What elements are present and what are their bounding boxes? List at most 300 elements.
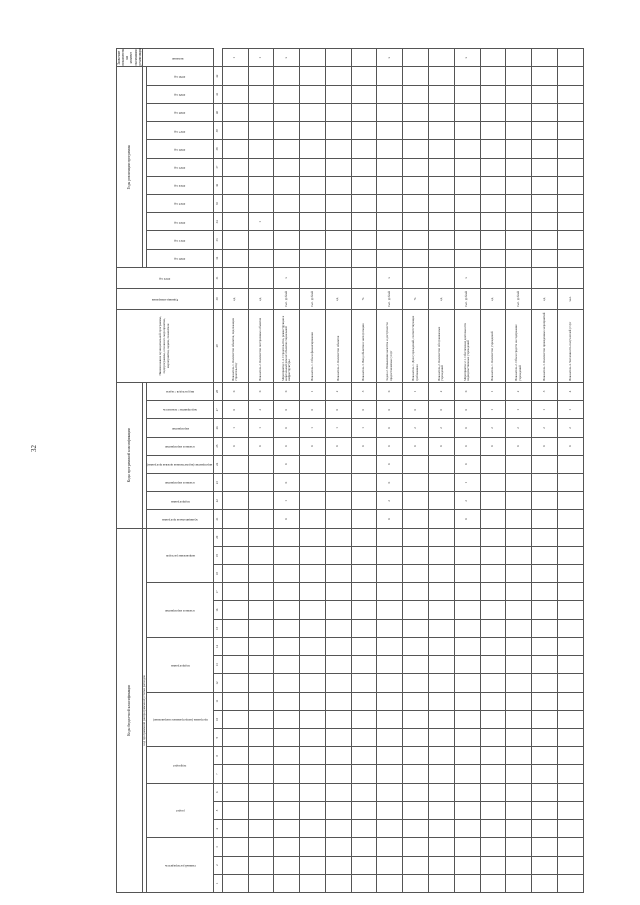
code-cell (351, 637, 377, 655)
column-number: 23 (213, 473, 222, 491)
code-cell (429, 674, 455, 692)
year-value (325, 103, 351, 121)
code-cell (403, 528, 429, 546)
year-value (351, 213, 377, 231)
code-cell (480, 546, 506, 564)
header-year-2: 2021 год (147, 231, 213, 249)
header-base-year: 2019 год (117, 267, 214, 288)
header-year-5: 2024 год (147, 176, 213, 194)
year-value (248, 122, 274, 140)
year-value (300, 122, 326, 140)
code-cell (351, 619, 377, 637)
code-cell (403, 637, 429, 655)
year-value (429, 213, 455, 231)
header-unit: Единица измерения (117, 288, 214, 309)
code-cell (532, 656, 558, 674)
code-cell (480, 565, 506, 583)
code-cell (325, 874, 351, 892)
code-cell (222, 473, 248, 491)
year-value (429, 122, 455, 140)
row-final-value (506, 49, 532, 67)
year-value: 1 (248, 213, 274, 231)
code-cell (532, 546, 558, 564)
header-budget-col-2: раздел (147, 783, 213, 838)
year-value (300, 158, 326, 176)
code-cell (454, 546, 480, 564)
code-cell: 0 (274, 437, 300, 455)
code-cell (454, 601, 480, 619)
code-cell (351, 510, 377, 528)
year-value (532, 158, 558, 176)
year-value (377, 213, 403, 231)
year-value (480, 85, 506, 103)
year-value (480, 103, 506, 121)
code-cell: 2 (403, 419, 429, 437)
code-cell: 0 (351, 437, 377, 455)
code-cell (377, 692, 403, 710)
code-cell (222, 783, 248, 801)
code-cell (377, 637, 403, 655)
year-value (558, 140, 584, 158)
year-value (377, 103, 403, 121)
code-cell: 0 (274, 455, 300, 473)
code-cell (351, 546, 377, 564)
code-cell (274, 801, 300, 819)
year-value (532, 85, 558, 103)
column-number: 3 (213, 838, 222, 856)
code-cell (325, 510, 351, 528)
rotated-document (116, 48, 584, 893)
code-cell: 0 (274, 473, 300, 491)
code-cell (248, 601, 274, 619)
code-cell (429, 619, 455, 637)
year-value (454, 249, 480, 267)
code-cell (325, 619, 351, 637)
code-cell (506, 510, 532, 528)
header-period: Годы реализации программы (117, 67, 143, 267)
year-value (274, 176, 300, 194)
column-number: 5 (213, 801, 222, 819)
code-cell (325, 710, 351, 728)
row-name: Показатель 3. Количество проведенных мероприятий (532, 309, 558, 382)
code-cell: 0 (454, 510, 480, 528)
row-base-value: х (377, 267, 403, 288)
header-budget-col-7: направление расходов (147, 528, 213, 583)
code-cell (532, 619, 558, 637)
table-row (222, 49, 248, 893)
code-cell: 0 (248, 437, 274, 455)
code-cell (325, 729, 351, 747)
code-cell (454, 637, 480, 655)
code-cell (274, 783, 300, 801)
year-value (351, 122, 377, 140)
code-cell (480, 674, 506, 692)
code-cell: 1 (300, 382, 326, 400)
code-cell (248, 546, 274, 564)
year-value (325, 67, 351, 85)
code-cell: 1 (558, 401, 584, 419)
header-program-col-8: вид расходов / задача (147, 382, 213, 400)
table-row (429, 49, 455, 893)
year-value (429, 249, 455, 267)
code-cell (532, 637, 558, 655)
code-cell (429, 692, 455, 710)
year-value (429, 195, 455, 213)
row-final-value (351, 49, 377, 67)
row-base-value (429, 267, 455, 288)
header-year-1: 2020 год (147, 249, 213, 267)
code-cell (377, 729, 403, 747)
code-cell: 1 (480, 401, 506, 419)
code-cell (274, 565, 300, 583)
code-cell (403, 783, 429, 801)
code-cell (480, 783, 506, 801)
code-cell (300, 601, 326, 619)
code-cell (377, 710, 403, 728)
code-cell (532, 765, 558, 783)
code-cell (248, 838, 274, 856)
column-number: 6 (213, 783, 222, 801)
code-cell (558, 601, 584, 619)
code-cell (532, 874, 558, 892)
year-value (248, 85, 274, 103)
year-value (532, 67, 558, 85)
code-cell (532, 565, 558, 583)
code-cell: 0 (403, 437, 429, 455)
code-cell (403, 510, 429, 528)
code-cell (325, 601, 351, 619)
code-cell (429, 765, 455, 783)
year-value (429, 103, 455, 121)
year-value (403, 103, 429, 121)
year-value (454, 231, 480, 249)
code-cell (506, 473, 532, 491)
year-value (248, 140, 274, 158)
code-cell (248, 583, 274, 601)
code-cell (248, 455, 274, 473)
year-value (558, 195, 584, 213)
code-cell (454, 619, 480, 637)
code-cell (429, 747, 455, 765)
code-cell (480, 856, 506, 874)
code-cell (351, 783, 377, 801)
code-cell (222, 455, 248, 473)
year-value (454, 213, 480, 231)
code-cell (325, 692, 351, 710)
year-value (506, 213, 532, 231)
row-unit: тыс. рублей (274, 288, 300, 309)
year-value (480, 158, 506, 176)
code-cell (532, 473, 558, 491)
year-value (454, 195, 480, 213)
year-value (558, 249, 584, 267)
code-cell (532, 729, 558, 747)
year-value (532, 140, 558, 158)
year-value (274, 140, 300, 158)
code-cell: 2 (325, 382, 351, 400)
code-cell: 0 (403, 401, 429, 419)
header-year-10: 2029 год (147, 85, 213, 103)
code-cell (506, 820, 532, 838)
row-name: Показатель 2. Количество объектов (325, 309, 351, 382)
column-number: 7 (213, 765, 222, 783)
header-program-col-2: подпрограмма (147, 492, 213, 510)
code-cell (222, 637, 248, 655)
row-base-value (480, 267, 506, 288)
code-cell (558, 729, 584, 747)
code-cell: 2 (480, 419, 506, 437)
row-name: Показатель 1. Количество учреждений (480, 309, 506, 382)
code-cell (506, 710, 532, 728)
year-value (558, 158, 584, 176)
code-cell (506, 674, 532, 692)
code-cell (222, 546, 248, 564)
code-cell (429, 528, 455, 546)
code-cell (351, 801, 377, 819)
code-cell (558, 747, 584, 765)
code-cell (480, 473, 506, 491)
code-cell (558, 856, 584, 874)
column-number: 29 (213, 309, 222, 382)
code-cell (480, 455, 506, 473)
code-cell (429, 656, 455, 674)
year-value (325, 122, 351, 140)
code-cell (351, 492, 377, 510)
code-cell (532, 583, 558, 601)
code-cell (532, 455, 558, 473)
code-cell (300, 565, 326, 583)
header-budget-col-6: основное мероприятие (147, 583, 213, 638)
code-cell (403, 729, 429, 747)
code-cell (351, 455, 377, 473)
code-cell (454, 692, 480, 710)
code-cell (248, 565, 274, 583)
code-cell (506, 783, 532, 801)
year-value (222, 85, 248, 103)
code-cell (403, 747, 429, 765)
column-number: 35 (213, 195, 222, 213)
year-value (325, 213, 351, 231)
code-cell: 0 (325, 401, 351, 419)
code-cell: 2 (506, 382, 532, 400)
table-row (377, 49, 403, 893)
code-cell (480, 747, 506, 765)
year-value (222, 140, 248, 158)
code-cell: 0 (377, 510, 403, 528)
code-cell (480, 838, 506, 856)
year-value (506, 122, 532, 140)
year-value (532, 195, 558, 213)
row-unit: ед. (480, 288, 506, 309)
year-value (325, 85, 351, 103)
code-cell (532, 601, 558, 619)
column-number: 25 (213, 437, 222, 455)
year-value (403, 85, 429, 103)
code-cell: 2 (532, 419, 558, 437)
row-base-value (248, 267, 274, 288)
code-cell (454, 747, 480, 765)
year-value (532, 122, 558, 140)
column-number: 11 (213, 692, 222, 710)
year-value (300, 195, 326, 213)
code-cell (429, 473, 455, 491)
code-cell: 0 (377, 473, 403, 491)
code-cell: 0 (377, 382, 403, 400)
year-value (480, 140, 506, 158)
code-cell (248, 783, 274, 801)
row-unit: тыс. рублей (506, 288, 532, 309)
code-cell (222, 510, 248, 528)
table-row (532, 49, 558, 893)
code-cell (377, 583, 403, 601)
column-number: 38 (213, 140, 222, 158)
code-cell (222, 729, 248, 747)
code-cell (558, 801, 584, 819)
row-base-value (222, 267, 248, 288)
column-number: 39 (213, 122, 222, 140)
code-cell (558, 765, 584, 783)
code-cell (274, 601, 300, 619)
code-cell (351, 729, 377, 747)
code-cell (377, 838, 403, 856)
code-cell (532, 838, 558, 856)
code-cell (300, 838, 326, 856)
year-value (377, 195, 403, 213)
row-name: Показатель 1. Доля учреждений, соответствующих требованиям (403, 309, 429, 382)
code-cell (300, 801, 326, 819)
year-value (274, 85, 300, 103)
code-cell (558, 492, 584, 510)
code-cell (558, 783, 584, 801)
code-cell: 2 (377, 492, 403, 510)
year-value (222, 67, 248, 85)
year-value (454, 103, 480, 121)
year-value (403, 195, 429, 213)
code-cell: 0 (454, 437, 480, 455)
code-cell (351, 601, 377, 619)
header-program-col-6: мероприятие (147, 419, 213, 437)
code-cell (480, 637, 506, 655)
code-cell (506, 856, 532, 874)
row-name: Показатель 2. Количество построенных объектов (248, 309, 274, 382)
code-cell: 0 (222, 437, 248, 455)
year-value (248, 231, 274, 249)
year-value (506, 103, 532, 121)
code-cell: 3 (351, 382, 377, 400)
year-value (248, 158, 274, 176)
column-number: 10 (213, 710, 222, 728)
row-base-value (300, 267, 326, 288)
code-cell (377, 874, 403, 892)
code-cell (248, 692, 274, 710)
row-base-value (403, 267, 429, 288)
code-cell: 0 (300, 401, 326, 419)
code-cell (325, 674, 351, 692)
row-unit: чел. (558, 288, 584, 309)
year-value (351, 176, 377, 194)
code-cell: 1 (351, 419, 377, 437)
column-number: 20 (213, 528, 222, 546)
column-number: 24 (213, 455, 222, 473)
code-cell (429, 856, 455, 874)
code-cell (274, 874, 300, 892)
year-value (351, 140, 377, 158)
code-cell (222, 565, 248, 583)
year-value (325, 195, 351, 213)
code-cell (532, 801, 558, 819)
code-cell (558, 546, 584, 564)
year-value (222, 158, 248, 176)
year-value (532, 213, 558, 231)
year-value (532, 231, 558, 249)
code-cell (300, 729, 326, 747)
header-year-7: 2026 год (147, 140, 213, 158)
year-value (300, 140, 326, 158)
row-unit: ед. (222, 288, 248, 309)
year-value (377, 140, 403, 158)
year-value (351, 158, 377, 176)
code-cell (532, 820, 558, 838)
code-cell (403, 710, 429, 728)
row-final-value: х (454, 49, 480, 67)
code-cell (532, 692, 558, 710)
table-row (403, 49, 429, 893)
year-value (248, 195, 274, 213)
year-value (351, 231, 377, 249)
code-cell (429, 801, 455, 819)
year-value (532, 176, 558, 194)
code-cell (532, 510, 558, 528)
code-cell (558, 692, 584, 710)
code-cell (480, 510, 506, 528)
code-cell (454, 565, 480, 583)
code-cell (454, 528, 480, 546)
code-cell (351, 583, 377, 601)
year-value (558, 85, 584, 103)
code-cell (248, 637, 274, 655)
row-name: Показатель 2. Количество обслуживаемых учреждений (429, 309, 455, 382)
code-cell (351, 674, 377, 692)
code-cell: 2 (429, 419, 455, 437)
program-table (116, 48, 584, 893)
column-number: 42 (213, 67, 222, 85)
table-row (248, 49, 274, 893)
code-cell (377, 565, 403, 583)
year-value (300, 67, 326, 85)
year-value (377, 249, 403, 267)
code-cell (222, 692, 248, 710)
year-value (403, 213, 429, 231)
code-cell (351, 856, 377, 874)
code-cell (300, 765, 326, 783)
code-cell (377, 656, 403, 674)
code-cell (377, 674, 403, 692)
year-value (248, 176, 274, 194)
code-cell (558, 656, 584, 674)
code-cell (377, 820, 403, 838)
column-number: 14 (213, 637, 222, 655)
code-cell (300, 710, 326, 728)
code-cell (403, 692, 429, 710)
year-value (222, 213, 248, 231)
code-cell (325, 656, 351, 674)
code-cell (506, 692, 532, 710)
row-final-value (300, 49, 326, 67)
code-cell (300, 637, 326, 655)
code-cell (300, 656, 326, 674)
code-cell (300, 820, 326, 838)
row-final-value (403, 49, 429, 67)
